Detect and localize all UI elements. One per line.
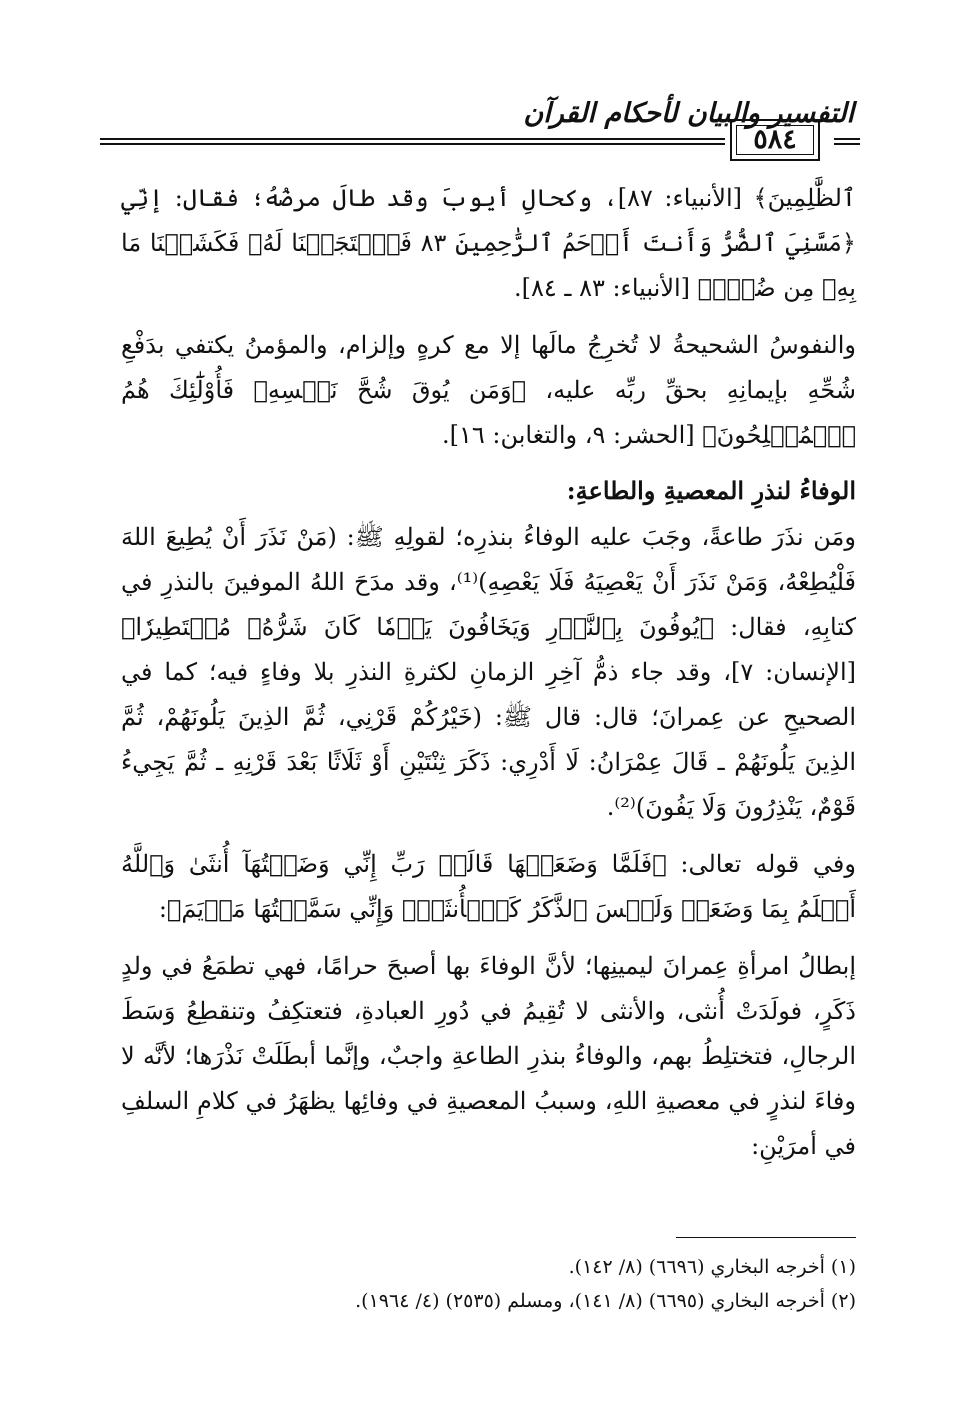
footnote: (١) أخرجه البخاري (٦٦٩٦) (٨/ ١٤٢). — [568, 1256, 856, 1278]
page-number-box — [730, 119, 820, 161]
main-text — [121, 176, 856, 1169]
paragraph: وفي قوله تعالى: ﴿فَلَمَّا وَضَعَتۡهَا قَالَتۡ رَبِّ إِنِّي وَضَعۡتُهَآ أُنثَىٰ وَٱللَّهُ أَعۡلَمُ بِمَا وَضَعَتۡ وَلَيۡسَ ٱلذَّكَرُ كَٱلۡأُنثَىٰۖ وَإِنِّي سَمَّيۡتُهَا مَرۡيَمَ﴾: — [121, 850, 856, 923]
paragraph: والنفوسُ الشحيحةُ لا تُخرِجُ مالَها إلا مع كرهٍ وإلزام، والمؤمنُ يكتفي بدَفْعِ شُحِّهِ بإيمانِهِ بحقِّ ربِّه عليه، ﴿وَمَن يُوقَ شُحَّ نَفۡسِهِۦ فَأُوْلَٰٓئِكَ هُمُ ٱلۡمُفۡلِحُونَ﴾ [الحشر: ٩، والتغابن: ١٦]. — [121, 331, 856, 449]
footnote: (٢) أخرجه البخاري (٦٦٩٥) (٨/ ١٤١)، ومسلم (٢٥٣٥) (٤/ ١٩٦٤). — [355, 1290, 856, 1312]
header-rule — [834, 143, 860, 145]
paragraph: ٱلظَّٰلِمِينَ﴾ [الأنبياء: ٨٧]، وكحالِ أيوبَ وقد طالَ مرضُهُ؛ فقال: إنِّي ﴿مَسَّنِيَ ٱلضُّرُّ وَأَنتَ أَرۡحَمُ ٱلرَّٰحِمِينَ ٨٣ فَٱسۡتَجَبۡنَا لَهُۥ فَكَشَفۡنَا مَا بِهِۦ مِن ضُرّٖ﴾ [الأنبياء: ٨٣ ـ ٨٤]. — [121, 184, 856, 302]
header-rule — [834, 138, 860, 140]
header-rule — [100, 138, 725, 140]
page-number: ٥٨٤ — [753, 124, 797, 155]
paragraph: ومَن نذَرَ طاعةً، وجَبَ عليه الوفاءُ بنذرِه؛ لقولِهِ ﷺ: (مَنْ نَذَرَ أَنْ يُطِيعَ اللهَ فَلْيُطِعْهُ، وَمَنْ نَذَرَ أَنْ يَعْصِيَهُ فَلَا يَعْصِهِ)⁽¹⁾، وقد مدَحَ اللهُ الموفينَ بالنذرِ في كتابِهِ، فقال: ﴿يُوفُونَ بِٱلنَّذۡرِ وَيَخَافُونَ يَوۡمٗا كَانَ شَرُّهُۥ مُسۡتَطِيرٗا﴾ [الإنسان: ٧]، وقد جاء ذمُّ آخِرِ الزمانِ لكثرةِ النذرِ بلا وفاءٍ فيه؛ كما في الصحيحِ عن عِمرانَ؛ قال: قال ﷺ: (خَيْرُكُمْ قَرْنِي، ثُمَّ الذِينَ يَلُونَهُمْ، ثُمَّ الذِينَ يَلُونَهُمْ ـ قَالَ عِمْرَانُ: لَا أَدْرِي: ذَكَرَ ثِنْتَيْنِ أَوْ ثَلَاثًا بَعْدَ قَرْنِهِ ـ ثُمَّ يَجِيءُ قَوْمٌ، يَنْذِرُونَ وَلَا يَفُونَ)⁽²⁾. — [121, 523, 856, 821]
footnotes — [121, 1250, 856, 1318]
header-rule — [100, 143, 725, 145]
paragraph: إبطالُ امرأةِ عِمرانَ ليمينِها؛ لأنَّ الوفاءَ بها أصبحَ حرامًا، فهي تطمَعُ في ولدٍ ذَكَرٍ، فولَدَتْ أُنثى، والأنثى لا تُقِيمُ في دُورِ العبادةِ، فتعتكِفُ وتنقطِعُ وَسَطَ الرجالِ، فتختلِطُ بهم، والوفاءُ بنذرِ الطاعةِ واجبٌ، وإنَّما أبطَلَتْ نَذْرَها؛ لأنَّه لا وفاءَ لنذرٍ في معصيةِ اللهِ، وسببُ المعصيةِ في وفائِها يظهَرُ في كلامِ السلفِ في أمرَيْنِ: — [121, 952, 856, 1160]
running-header — [100, 98, 860, 168]
book-title: التفسير والبيان لأحكام القرآن — [523, 98, 854, 129]
section-heading: الوفاءُ لنذرِ المعصيةِ والطاعةِ: — [566, 476, 856, 505]
footnote-separator — [676, 1237, 856, 1238]
